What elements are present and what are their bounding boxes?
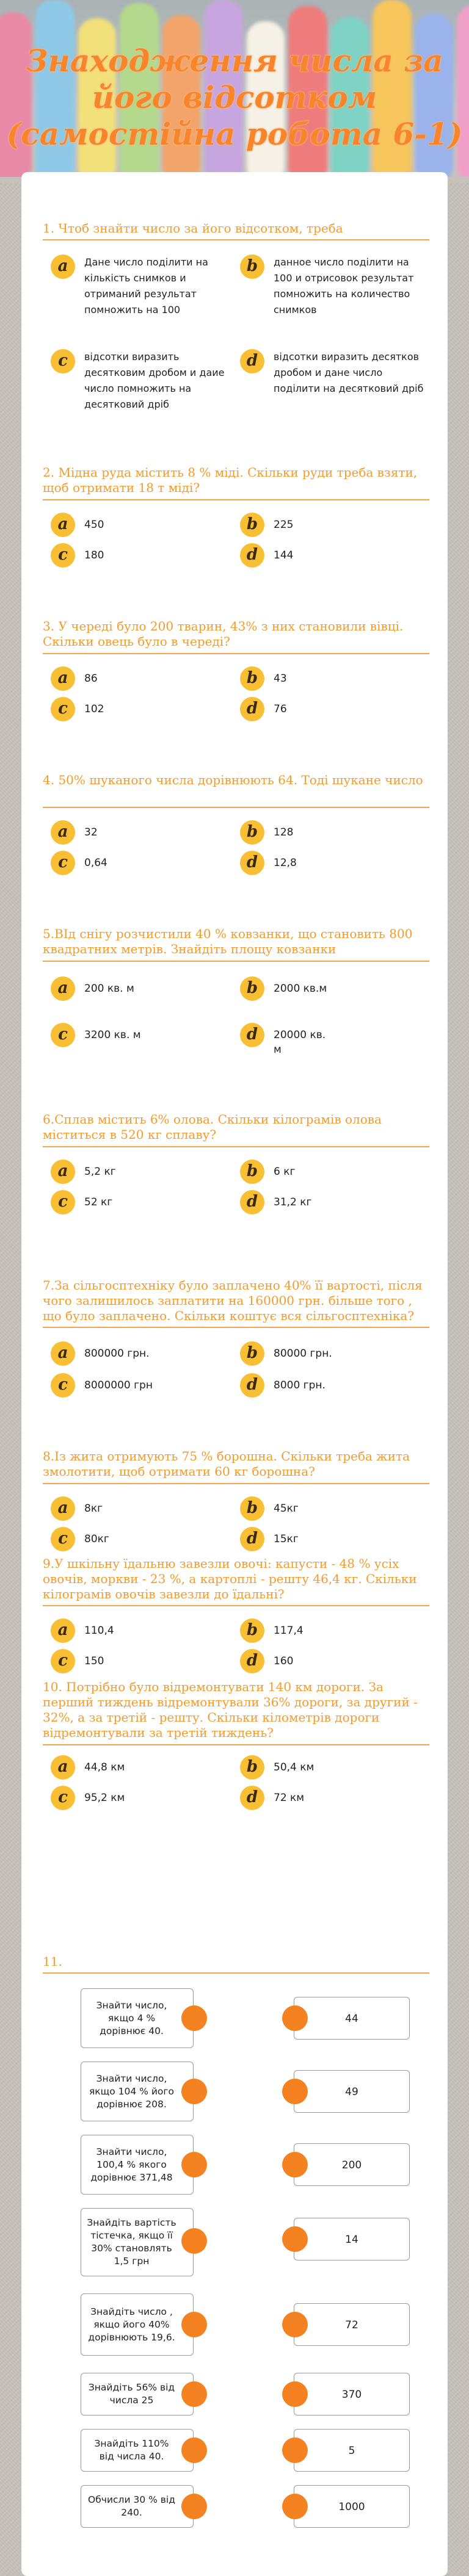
option-badge: a	[51, 1618, 75, 1643]
question-3-title: 3. У череді було 200 тварин, 43% з них становили вівці. Скільки овець було в череді?	[43, 619, 404, 649]
match-left-1[interactable]	[81, 1988, 194, 2048]
match-left-text: Знайдіть число , якщо його 40% дорівнюють 19,6.	[88, 2306, 175, 2343]
divider	[43, 807, 429, 808]
option-text: 800000 грн.	[84, 1348, 150, 1360]
match-right-6[interactable]	[294, 2373, 410, 2415]
option-badge: b	[240, 666, 264, 691]
option-text: 200 кв. м	[84, 983, 134, 995]
option-text: Дане число поділити на кількість снимков и отриманий результат помножить на 100	[84, 256, 208, 316]
divider	[43, 239, 429, 240]
option-text: 150	[84, 1655, 104, 1667]
match-left-3[interactable]	[81, 2135, 194, 2195]
connector-dot-right[interactable]	[282, 2152, 308, 2177]
connector-dot-right[interactable]	[282, 2079, 308, 2104]
option-badge: d	[240, 1190, 264, 1214]
match-left-text: Знайти число, 100,4 % якого дорівнює 371,48	[90, 2146, 173, 2183]
option-text: 76	[274, 703, 287, 715]
connector-dot-right[interactable]	[282, 2226, 308, 2252]
match-right-text: 200	[341, 2159, 362, 2171]
option-badge: d	[240, 697, 264, 721]
option-text: 117,4	[274, 1625, 304, 1637]
question-11-title: 11.	[43, 1954, 62, 1969]
question-7-title: 7.За сільгосптехніку було заплачено 40% її вартості, після чого залишилось заплатити на 160000 грн. більше того , що було заплачено. Скільки коштує вся сільгосптехніка?	[43, 1278, 423, 1323]
match-right-text: 5	[348, 2445, 355, 2457]
option-badge: a	[51, 820, 75, 845]
option-badge: b	[240, 1496, 264, 1521]
option-badge: b	[240, 820, 264, 845]
match-right-8[interactable]	[294, 2485, 410, 2528]
divider	[43, 1744, 429, 1745]
option-badge: b	[240, 254, 264, 279]
option-text: 43	[274, 673, 287, 685]
option-text: 180	[84, 549, 104, 561]
option-badge: b	[240, 513, 264, 537]
option-badge: a	[51, 254, 75, 279]
option-text: 31,2 кг	[274, 1196, 312, 1208]
divider	[43, 1972, 429, 1974]
option-badge: b	[240, 1341, 264, 1366]
option-badge: d	[240, 349, 264, 373]
option-text: 2000 кв.м	[274, 983, 327, 995]
connector-dot-left[interactable]	[181, 2152, 207, 2177]
divider	[43, 1605, 429, 1606]
match-right-2[interactable]	[294, 2070, 410, 2113]
option-text: 12,8	[274, 857, 297, 869]
connector-dot-right[interactable]	[282, 2494, 308, 2519]
option-text: 15кг	[274, 1533, 299, 1545]
connector-dot-left[interactable]	[181, 2312, 207, 2337]
question-9-title: 9.У шкільну їдальню завезли овочі: капусти - 48 % усіх овочів, моркви - 23 %, а картоплі - решту 46,4 кг. Скільки кілограмів овочів завезли до їдальні?	[43, 1556, 417, 1601]
option-text: 50,4 км	[274, 1761, 314, 1773]
divider	[43, 499, 429, 500]
option-badge: d	[240, 1023, 264, 1047]
match-right-text: 14	[345, 2234, 358, 2246]
match-left-text: Знайти число, якщо 104 % його дорівнює 208.	[89, 2073, 175, 2110]
header-banner	[0, 0, 469, 183]
connector-dot-left[interactable]	[181, 2437, 207, 2463]
option-text: 20000 кв. м	[274, 1029, 326, 1056]
option-text: 52 кг	[84, 1196, 113, 1208]
option-badge: a	[51, 1160, 75, 1184]
option-badge: b	[240, 1618, 264, 1643]
match-left-7[interactable]	[81, 2429, 194, 2472]
option-badge: b	[240, 1755, 264, 1780]
option-text: 144	[274, 549, 294, 561]
connector-dot-left[interactable]	[181, 2005, 207, 2031]
option-text: 95,2 км	[84, 1792, 125, 1804]
option-text: 8000 грн.	[274, 1379, 325, 1391]
option-text: 160	[274, 1655, 294, 1667]
divider	[43, 653, 429, 654]
match-right-text: 49	[345, 2086, 358, 2098]
question-6-title: 6.Сплав містить 6% олова. Скільки кілограмів олова міститься в 520 кг сплаву?	[43, 1112, 382, 1142]
option-text: 6 кг	[274, 1166, 296, 1178]
option-text: відсотки виразить десятковим дробом и даие число помножить на десятковий дріб	[84, 351, 225, 410]
match-left-text: Обчисли 30 % від 240.	[88, 2494, 175, 2518]
match-right-7[interactable]	[294, 2429, 410, 2472]
connector-dot-right[interactable]	[282, 2312, 308, 2337]
option-text: відсотки виразить десятков дробом и дане число поділити на десятковий дріб	[274, 351, 424, 394]
match-right-text: 370	[341, 2389, 362, 2401]
option-badge: b	[240, 1160, 264, 1184]
match-left-2[interactable]	[81, 2062, 194, 2121]
option-text: данное число поділити на 100 и отрисовок результат помножить на количество снимков	[274, 256, 414, 316]
option-badge: d	[240, 851, 264, 875]
option-badge: c	[51, 349, 75, 373]
option-text: 80кг	[84, 1533, 109, 1545]
connector-dot-right[interactable]	[282, 2381, 308, 2407]
option-badge: a	[51, 1755, 75, 1780]
option-badge: d	[240, 1373, 264, 1398]
match-left-text: Знайти число, якщо 4 % дорівнює 40.	[96, 1999, 167, 2037]
option-badge: a	[51, 976, 75, 1001]
connector-dot-left[interactable]	[181, 2228, 207, 2254]
question-1-title: 1. Чтоб знайти число за його відсотком, треба	[43, 221, 343, 236]
match-right-text: 44	[345, 2013, 358, 2025]
option-badge: c	[51, 1527, 75, 1551]
option-text: 45кг	[274, 1503, 299, 1515]
match-left-5[interactable]	[81, 2293, 194, 2356]
option-text: 80000 грн.	[274, 1348, 332, 1360]
option-text: 86	[84, 673, 98, 685]
option-text: 8000000 грн	[84, 1379, 153, 1391]
divider	[43, 1327, 429, 1328]
quiz-card	[21, 172, 448, 2576]
match-right-text: 1000	[338, 2501, 365, 2513]
option-badge: a	[51, 1496, 75, 1521]
question-4-title: 4. 50% шуканого числа дорівнюють 64. Тоді шукане число	[43, 773, 423, 787]
option-text: 225	[274, 519, 294, 531]
question-8-title: 8.Із жита отримують 75 % борошна. Скільки треба жита змолотити, щоб отримати 60 кг борошна?	[43, 1449, 410, 1479]
option-badge: c	[51, 1190, 75, 1214]
option-text: 3200 кв. м	[84, 1029, 141, 1041]
connector-dot-left[interactable]	[181, 2494, 207, 2519]
option-text: 72 км	[274, 1792, 305, 1804]
match-left-8[interactable]	[81, 2485, 194, 2528]
option-text: 8кг	[84, 1503, 103, 1515]
option-badge: c	[51, 1649, 75, 1673]
divider	[43, 1146, 429, 1147]
match-right-4[interactable]	[294, 2218, 410, 2260]
option-badge: c	[51, 851, 75, 875]
option-text: 32	[84, 826, 98, 839]
option-badge: c	[51, 1023, 75, 1047]
option-badge: d	[240, 1527, 264, 1551]
match-left-text: Знайдіть 56% від числа 25	[88, 2382, 175, 2406]
match-left-text: Знайдіть 110% від числа 40.	[94, 2438, 169, 2462]
option-text: 110,4	[84, 1625, 114, 1637]
divider	[43, 1483, 429, 1484]
option-badge: a	[51, 666, 75, 691]
option-text: 44,8 км	[84, 1761, 125, 1773]
option-text: 0,64	[84, 857, 107, 869]
match-left-6[interactable]	[81, 2373, 194, 2415]
option-text: 5,2 кг	[84, 1166, 116, 1178]
connector-dot-left[interactable]	[181, 2079, 207, 2104]
option-badge: c	[51, 543, 75, 568]
option-badge: b	[240, 976, 264, 1001]
option-badge: c	[51, 697, 75, 721]
question-5-title: 5.ВІд снігу розчистили 40 % ковзанки, що становить 800 квадратних метрів. Знайдіть площу ковзанки	[43, 926, 413, 956]
connector-dot-left[interactable]	[181, 2381, 207, 2407]
match-right-3[interactable]	[294, 2143, 410, 2186]
match-right-1[interactable]	[294, 1997, 410, 2040]
match-right-5[interactable]	[294, 2303, 410, 2346]
match-left-4[interactable]	[81, 2208, 194, 2276]
option-badge: a	[51, 1341, 75, 1366]
option-badge: d	[240, 1786, 264, 1810]
option-text: 128	[274, 826, 294, 839]
option-badge: c	[51, 1373, 75, 1398]
option-badge: d	[240, 1649, 264, 1673]
match-left-text: Знайдіть вартість тістечка, якщо її 30% становлять 1,5 грн	[87, 2217, 176, 2267]
question-10-title: 10. Потрібно було відремонтувати 140 км дороги. За перший тиждень відремонтували 36% дороги, за другий - 32%, а за третій - решту. Скільки кілометрів дороги відремонтували за третій тиждень?	[43, 1679, 418, 1740]
page-title: Знаходження числа за його відсотком (самостійна робота 6-1)	[6, 43, 463, 152]
connector-dot-right[interactable]	[282, 2437, 308, 2463]
divider	[43, 961, 429, 962]
question-2-title: 2. Мідна руда містить 8 % міді. Скільки руди треба взяти, щоб отримати 18 т міді?	[43, 465, 418, 495]
match-right-text: 72	[345, 2319, 358, 2331]
option-badge: a	[51, 513, 75, 537]
option-badge: d	[240, 543, 264, 568]
option-text: 102	[84, 703, 104, 715]
connector-dot-right[interactable]	[282, 2005, 308, 2031]
option-text: 450	[84, 519, 104, 531]
option-badge: c	[51, 1786, 75, 1810]
